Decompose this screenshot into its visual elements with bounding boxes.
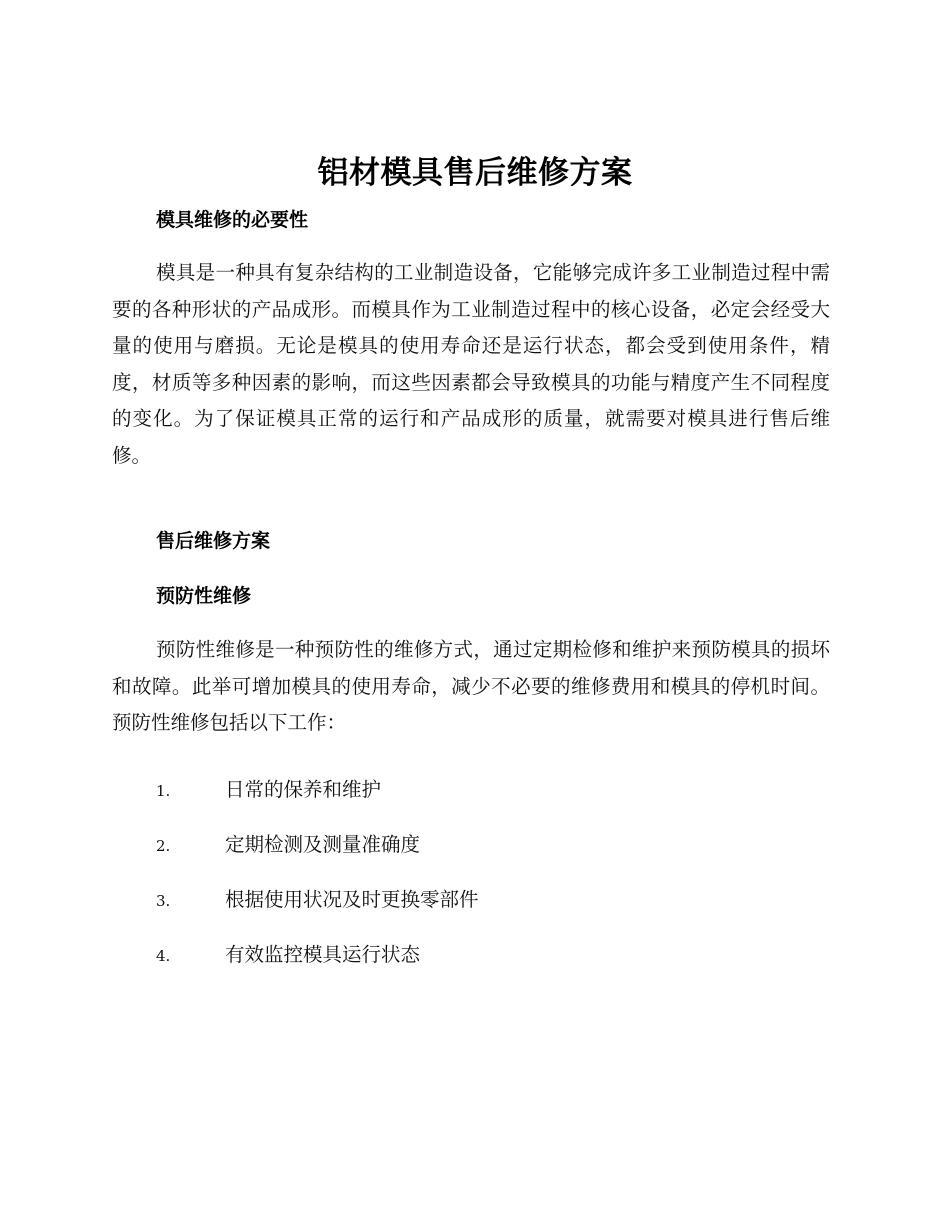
document-title: 铝材模具售后维修方案 bbox=[317, 155, 633, 191]
list-item bbox=[156, 885, 479, 915]
list-item-text: 定期检测及测量准确度 bbox=[225, 833, 421, 856]
list-item-number: 4. bbox=[156, 947, 171, 965]
list-item-number: 1. bbox=[156, 782, 171, 800]
paragraph-necessity: 模具是一种具有复杂结构的工业制造设备，它能够完成许多工业制造过程中需要的各种形状的产品成形。而模具作为工业制造过程中的核心设备，必定会经受大量的使用与磨损。无论是模具的使用寿命还是运行状态，都会受到使用条件，精度，材质等多种因素的影响，而这些因素都会导致模具的功能与精度产生不同程度的变化。为了保证模具正常的运行和产品成形的质量，就需要对模具进行售后维修。 bbox=[112, 261, 830, 467]
list-item bbox=[156, 940, 420, 970]
list-item-text: 有效监控模具运行状态 bbox=[225, 943, 421, 966]
list-item-text: 日常的保养和维护 bbox=[225, 778, 382, 801]
list-item-number: 2. bbox=[156, 837, 171, 855]
section-heading-necessity: 模具维修的必要性 bbox=[156, 209, 309, 231]
paragraph-preventive: 预防性维修是一种预防性的维修方式，通过定期检修和维护来预防模具的损坏和故障。此举可增加模具的使用寿命，减少不必要的维修费用和模具的停机时间。预防性维修包括以下工作： bbox=[112, 638, 830, 734]
list-item-text: 根据使用状况及时更换零部件 bbox=[225, 888, 479, 911]
list-item bbox=[156, 775, 381, 805]
list-item-number: 3. bbox=[156, 892, 171, 910]
section-heading-plan: 售后维修方案 bbox=[156, 530, 271, 552]
list-item bbox=[156, 830, 420, 860]
section-heading-preventive: 预防性维修 bbox=[156, 585, 252, 607]
